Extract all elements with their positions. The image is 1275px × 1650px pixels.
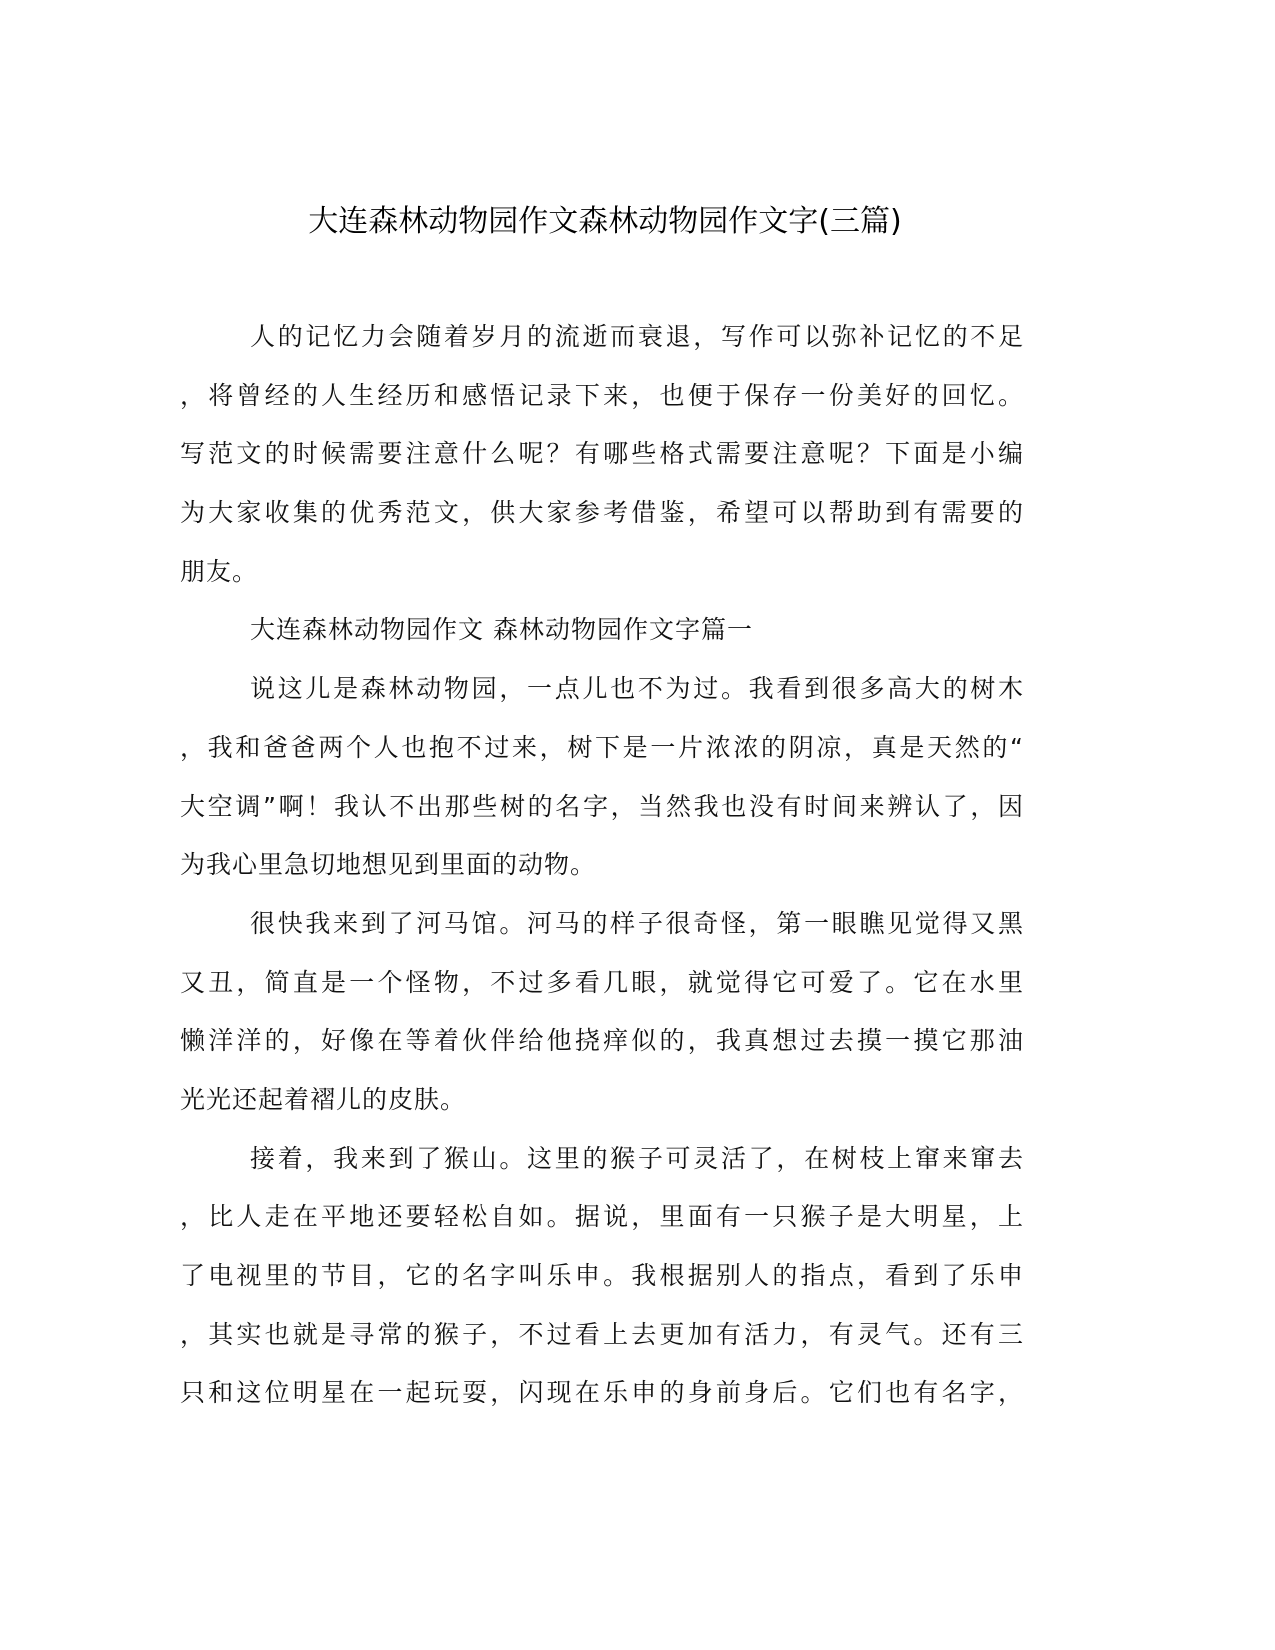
text-line: 光光还起着褶儿的皮肤。 — [180, 1084, 467, 1114]
text-line: ，我和爸爸两个人也抱不过来，树下是一片浓浓的阴凉，真是天然的“ — [180, 732, 1024, 762]
text-line: ，将曾经的人生经历和感悟记录下来，也便于保存一份美好的回忆。 — [180, 380, 1024, 410]
text-line: 为我心里急切地想见到里面的动物。 — [180, 850, 597, 880]
text-line: 为大家收集的优秀范文，供大家参考借鉴，希望可以帮助到有需要的 — [180, 498, 1024, 528]
document-title: 大连森林动物园作文森林动物园作文字(三篇) — [308, 204, 902, 239]
text-line: 朋友。 — [180, 556, 259, 586]
text-line: 了电视里的节目，它的名字叫乐申。我根据别人的指点，看到了乐申 — [180, 1261, 1024, 1290]
text-line: 只和这位明星在一起玩耍，闪现在乐申的身前身后。它们也有名字， — [180, 1378, 1024, 1408]
text-line: 人的记忆力会随着岁月的流逝而衰退，写作可以弥补记忆的不足 — [250, 322, 1024, 351]
text-line: ，比人走在平地还要轻松自如。据说，里面有一只猴子是大明星，上 — [180, 1202, 1024, 1232]
document-body — [180, 308, 1024, 1423]
text-line: 又丑，简直是一个怪物，不过多看几眼，就觉得它可爱了。它在水里 — [180, 967, 1024, 997]
text-line: 懒洋洋的，好像在等着伙伴给他挠痒似的，我真想过去摸一摸它那油 — [180, 1026, 1024, 1056]
text-line: 说这儿是森林动物园，一点儿也不为过。我看到很多高大的树木 — [250, 674, 1024, 704]
section-heading: 大连森林动物园作文 森林动物园作文字篇一 — [250, 615, 753, 645]
text-line: 很快我来到了河马馆。河马的样子很奇怪，第一眼瞧见觉得又黑 — [250, 908, 1024, 938]
text-line: ，其实也就是寻常的猴子，不过看上去更加有活力，有灵气。还有三 — [180, 1319, 1024, 1349]
text-line: 写范文的时候需要注意什么呢？有哪些格式需要注意呢？下面是小编 — [180, 439, 1024, 469]
text-line: 大空调”啊！我认不出那些树的名字，当然我也没有时间来辨认了，因 — [180, 791, 1024, 821]
text-line: 接着，我来到了猴山。这里的猴子可灵活了，在树枝上窜来窜去 — [250, 1143, 1024, 1173]
